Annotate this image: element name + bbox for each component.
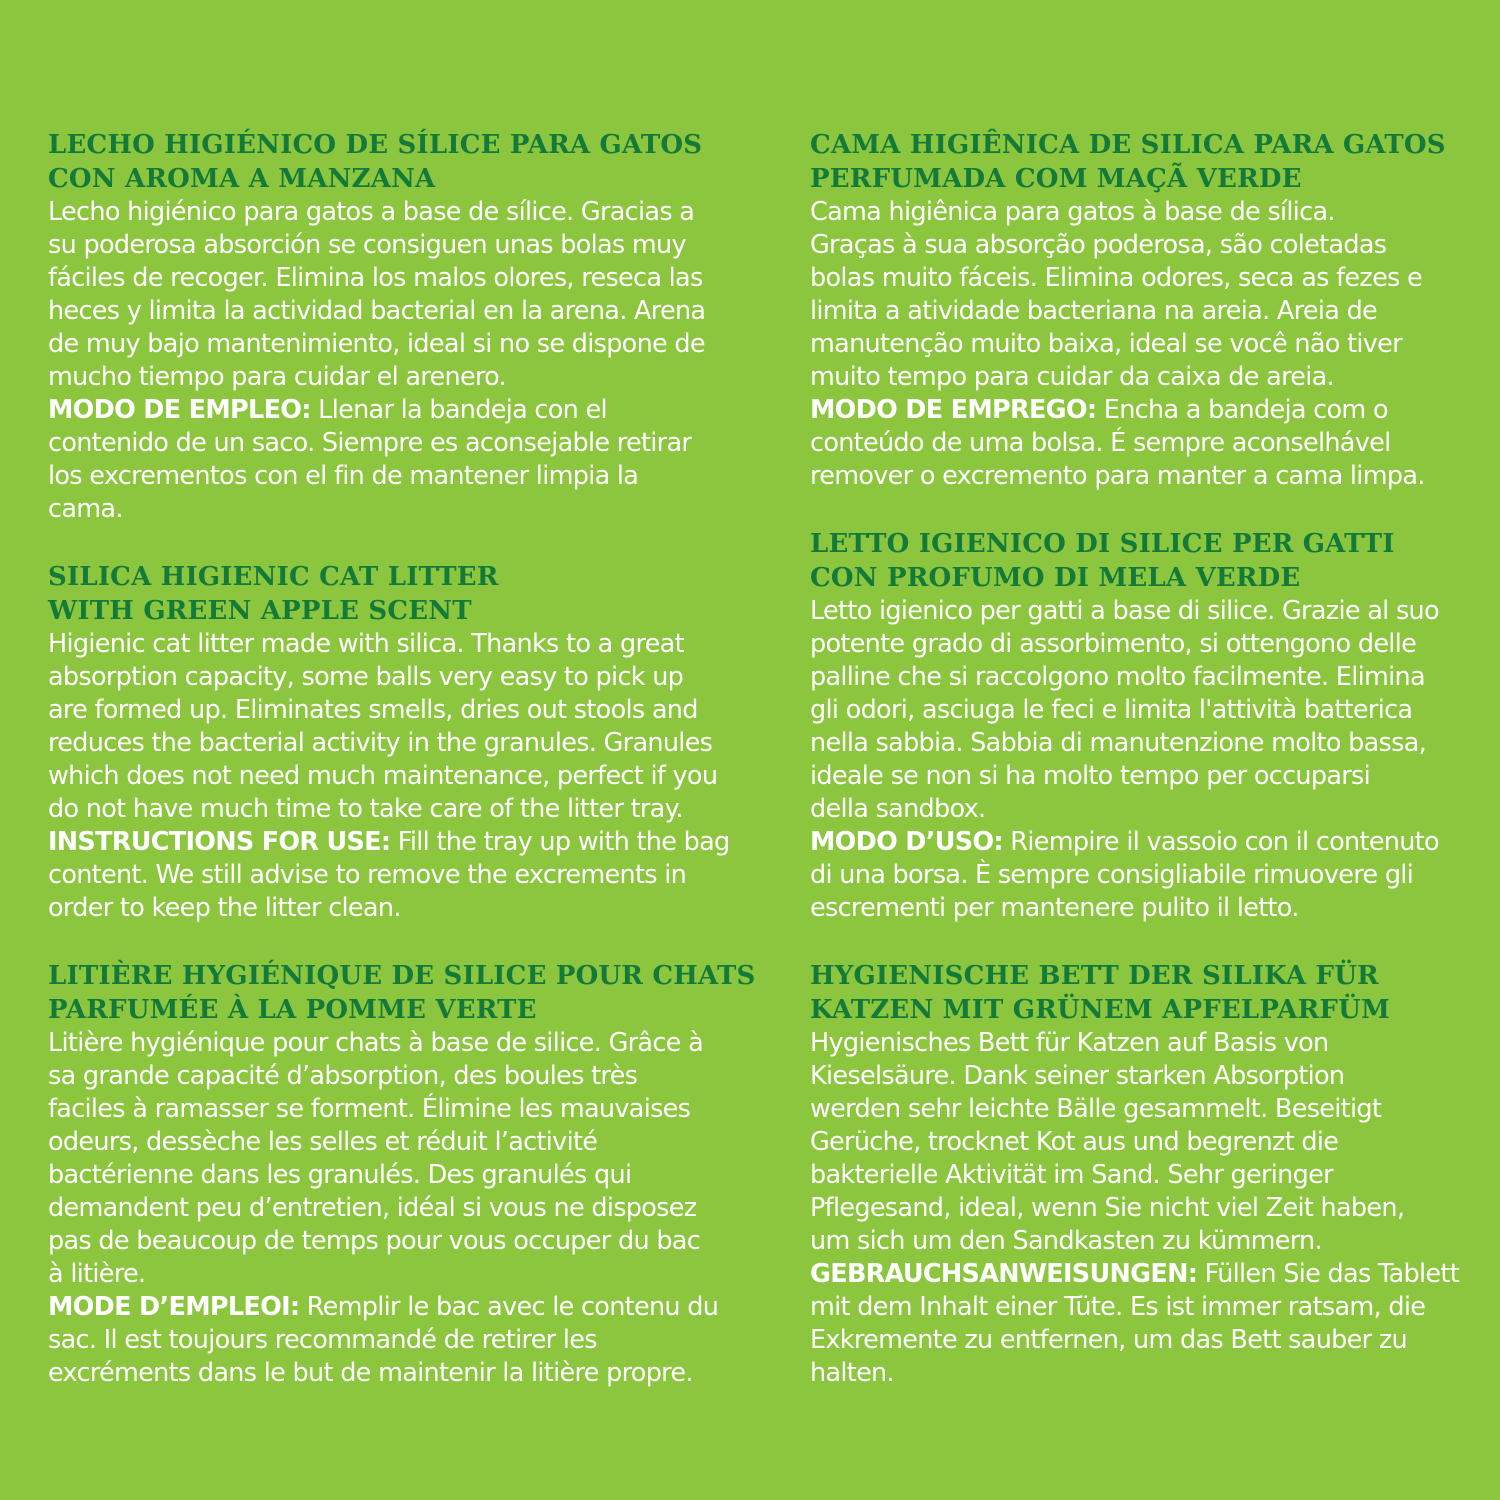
usage-line: order to keep the litter clean. (48, 893, 401, 923)
usage-line: excréments dans le but de maintenir la litière propre. (48, 1358, 693, 1388)
left-column (48, 128, 758, 1390)
usage-label: MODO DE EMPLEO: (48, 395, 311, 425)
body-line: potente grado di assorbimento, si ottengono delle (810, 629, 1417, 659)
body-line: demandent peu d’entretien, idéal si vous ne disposez (48, 1193, 697, 1223)
title-line: CAMA HIGIÊNICA DE SILICA PARA GATOS (810, 130, 1446, 160)
section-french (48, 959, 758, 1390)
body-line: nella sabbia. Sabbia di manutenzione molto bassa, (810, 728, 1427, 758)
usage-line (810, 1258, 1480, 1291)
body-line: palline che si raccolgono molto facilmente. Elimina (810, 662, 1425, 692)
section-title (48, 128, 758, 196)
usage-line (48, 394, 758, 427)
usage-line (48, 826, 758, 859)
body-line: reduces the bacterial activity in the granules. Granules (48, 728, 713, 758)
body-line: Pflegesand, ideal, wenn Sie nicht viel Zeit haben, (810, 1193, 1405, 1223)
body-line: su poderosa absorción se consiguen unas bolas muy (48, 230, 686, 260)
body-line: Letto igienico per gatti a base di silice. Grazie al suo (810, 596, 1439, 626)
section-description (810, 196, 1480, 493)
section-italian (810, 527, 1480, 925)
section-title (48, 560, 758, 628)
body-line: fáciles de recoger. Elimina los malos olores, reseca las (48, 263, 703, 293)
title-line: PERFUMADA COM MAÇÃ VERDE (810, 164, 1302, 194)
body-line: which does not need much maintenance, perfect if you (48, 761, 718, 791)
body-line: gli odori, asciuga le feci e limita l'attività batterica (810, 695, 1413, 725)
usage-text: Fill the tray up with the bag (390, 827, 730, 857)
title-line: KATZEN MIT GRÜNEM APFELPARFÜM (810, 995, 1390, 1025)
usage-line: escrementi per mantenere pulito il letto. (810, 893, 1299, 923)
body-line: bakterielle Aktivität im Sand. Sehr geringer (810, 1160, 1333, 1190)
body-line: muito tempo para cuidar da caixa de areia. (810, 362, 1335, 392)
usage-line: remover o excremento para manter a cama limpa. (810, 461, 1425, 491)
body-line: Hygienisches Bett für Katzen auf Basis von (810, 1028, 1329, 1058)
body-line: faciles à ramasser se forment. Élimine les mauvaises (48, 1094, 691, 1124)
usage-line: sac. Il est toujours recommandé de retirer les (48, 1325, 597, 1355)
section-title (810, 128, 1480, 196)
usage-label: GEBRAUCHSANWEISUNGEN: (810, 1259, 1198, 1289)
title-line: HYGIENISCHE BETT DER SILIKA FÜR (810, 961, 1379, 991)
usage-label: MODO D’USO: (810, 827, 1003, 857)
body-line: de muy bajo mantenimiento, ideal si no se dispone de (48, 329, 705, 359)
usage-label: MODE D’EMPLEOI: (48, 1292, 300, 1322)
title-line: PARFUMÉE À LA POMME VERTE (48, 995, 537, 1025)
section-spanish (48, 128, 758, 526)
usage-line: di una borsa. È sempre consigliabile rimuovere gli (810, 860, 1414, 890)
usage-line: halten. (810, 1358, 894, 1388)
usage-label: INSTRUCTIONS FOR USE: (48, 827, 391, 857)
usage-line: cama. (48, 494, 123, 524)
section-title (48, 959, 758, 1027)
usage-text: Encha a bandeja com o (1096, 395, 1388, 425)
body-line: Litière hygiénique pour chats à base de silice. Grâce à (48, 1028, 703, 1058)
usage-text: Füllen Sie das Tablett (1197, 1259, 1459, 1289)
usage-line: conteúdo de uma bolsa. É sempre aconselhável (810, 428, 1391, 458)
body-line: Graças à sua absorção poderosa, são coletadas (810, 230, 1387, 260)
usage-line: los excrementos con el fin de mantener limpia la (48, 461, 639, 491)
section-title (810, 527, 1480, 595)
body-line: are formed up. Eliminates smells, dries out stools and (48, 695, 698, 725)
usage-line (810, 394, 1480, 427)
body-line: pas de beaucoup de temps pour vous occuper du bac (48, 1226, 701, 1256)
title-line: CON AROMA A MANZANA (48, 164, 436, 194)
body-line: do not have much time to take care of the litter tray. (48, 794, 683, 824)
body-line: um sich um den Sandkasten zu kümmern. (810, 1226, 1322, 1256)
body-line: absorption capacity, some balls very easy to pick up (48, 662, 684, 692)
usage-text: Llenar la bandeja con el (310, 395, 607, 425)
body-line: bolas muito fáceis. Elimina odores, seca as fezes e (810, 263, 1423, 293)
title-line: SILICA HIGIENIC CAT LITTER (48, 562, 499, 592)
body-line: à litière. (48, 1259, 146, 1289)
usage-line: contenido de un saco. Siempre es aconsejable retirar (48, 428, 692, 458)
body-line: Cama higiênica para gatos à base de sílica. (810, 197, 1335, 227)
body-line: heces y limita la actividad bacterial en la arena. Arena (48, 296, 706, 326)
title-line: WITH GREEN APPLE SCENT (48, 596, 472, 626)
usage-line (810, 826, 1480, 859)
usage-label: MODO DE EMPREGO: (810, 395, 1097, 425)
usage-line: mit dem Inhalt einer Tüte. Es ist immer ratsam, die (810, 1292, 1426, 1322)
body-line: Gerüche, trocknet Kot aus und begrenzt die (810, 1127, 1339, 1157)
title-line: CON PROFUMO DI MELA VERDE (810, 563, 1301, 593)
body-line: della sandbox. (810, 794, 986, 824)
body-line: Lecho higiénico para gatos a base de sílice. Gracias a (48, 197, 695, 227)
usage-text: Riempire il vassoio con il contenuto (1002, 827, 1439, 857)
section-description (810, 1027, 1480, 1390)
usage-line (48, 1291, 758, 1324)
body-line: Kieselsäure. Dank seiner starken Absorption (810, 1061, 1345, 1091)
body-line: Higienic cat litter made with silica. Thanks to a great (48, 629, 684, 659)
section-description (48, 196, 758, 526)
right-column (810, 128, 1480, 1390)
body-line: bactérienne dans les granulés. Des granulés qui (48, 1160, 632, 1190)
body-line: limita a atividade bacteriana na areia. Areia de (810, 296, 1378, 326)
body-line: manutenção muito baixa, ideal se você não tiver (810, 329, 1402, 359)
body-line: odeurs, dessèche les selles et réduit l’activité (48, 1127, 598, 1157)
title-line: LETTO IGIENICO DI SILICE PER GATTI (810, 529, 1395, 559)
section-description (48, 628, 758, 925)
usage-text: Remplir le bac avec le contenu du (299, 1292, 719, 1322)
body-line: ideale se non si ha molto tempo per occuparsi (810, 761, 1371, 791)
usage-line: content. We still advise to remove the excrements in (48, 860, 687, 890)
usage-line: Exkremente zu entfernen, um das Bett sauber zu (810, 1325, 1407, 1355)
body-line: mucho tiempo para cuidar el arenero. (48, 362, 507, 392)
body-line: sa grande capacité d’absorption, des boules très (48, 1061, 638, 1091)
title-line: LITIÈRE HYGIÉNIQUE DE SILICE POUR CHATS (48, 961, 756, 991)
title-line: LECHO HIGIÉNICO DE SÍLICE PARA GATOS (48, 130, 703, 160)
body-line: werden sehr leichte Bälle gesammelt. Beseitigt (810, 1094, 1382, 1124)
section-german (810, 959, 1480, 1390)
section-description (810, 595, 1480, 925)
section-description (48, 1027, 758, 1390)
section-title (810, 959, 1480, 1027)
section-portuguese (810, 128, 1480, 493)
section-english (48, 560, 758, 925)
